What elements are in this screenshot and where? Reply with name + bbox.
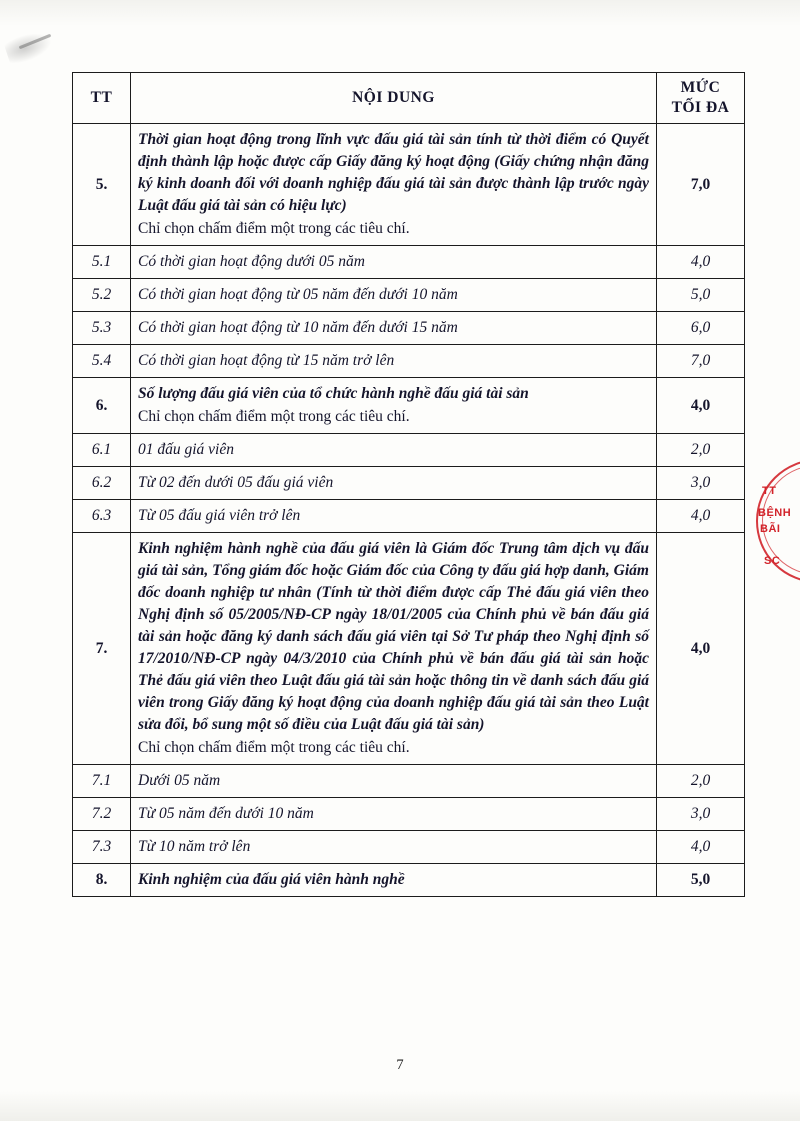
row-tt: 5.2	[73, 279, 131, 312]
row-max: 2,0	[657, 434, 745, 467]
row-max: 7,0	[657, 345, 745, 378]
table-row	[73, 434, 745, 467]
row-tt: 5.	[73, 124, 131, 246]
row-content: Từ 05 năm đến dưới 10 năm	[131, 798, 657, 831]
row-content: Có thời gian hoạt động dưới 05 năm	[131, 246, 657, 279]
row-tt: 6.1	[73, 434, 131, 467]
row-content	[131, 533, 657, 765]
row-max: 4,0	[657, 500, 745, 533]
row-max: 3,0	[657, 798, 745, 831]
seal-line-1: TT	[762, 485, 777, 497]
row-max: 5,0	[657, 279, 745, 312]
row-max: 6,0	[657, 312, 745, 345]
scoring-criteria-table	[72, 72, 745, 897]
row-lead-text: Số lượng đấu giá viên của tổ chức hành nghề đấu giá tài sản	[138, 385, 529, 403]
table-row	[73, 533, 745, 765]
row-tt: 6.3	[73, 500, 131, 533]
row-content: Có thời gian hoạt động từ 15 năm trở lên	[131, 345, 657, 378]
row-max: 7,0	[657, 124, 745, 246]
header-tt: TT	[73, 73, 131, 124]
row-tt: 6.2	[73, 467, 131, 500]
row-tt: 5.3	[73, 312, 131, 345]
row-content: Có thời gian hoạt động từ 10 năm đến dưới 15 năm	[131, 312, 657, 345]
table-row	[73, 500, 745, 533]
row-content: Từ 05 đấu giá viên trở lên	[131, 500, 657, 533]
header-max-line1: MỨC	[680, 79, 721, 96]
row-tt: 7.1	[73, 765, 131, 798]
scan-edge-bottom	[0, 1091, 800, 1121]
row-tt: 7.	[73, 533, 131, 765]
header-max-line2: TỐI ĐA	[671, 99, 730, 117]
row-max: 4,0	[657, 831, 745, 864]
header-max	[657, 73, 745, 124]
table-header-row	[73, 73, 745, 124]
table-row	[73, 864, 745, 897]
header-content: NỘI DUNG	[131, 73, 657, 124]
row-content: Có thời gian hoạt động từ 05 năm đến dưới 10 năm	[131, 279, 657, 312]
table-row	[73, 124, 745, 246]
table-row	[73, 312, 745, 345]
table-row	[73, 345, 745, 378]
table-row	[73, 798, 745, 831]
row-tt: 7.3	[73, 831, 131, 864]
page-number: 7	[396, 1057, 404, 1073]
row-tt: 7.2	[73, 798, 131, 831]
row-content	[131, 124, 657, 246]
row-note-text: Chỉ chọn chấm điểm một trong các tiêu chí.	[138, 408, 410, 426]
row-content: Dưới 05 năm	[131, 765, 657, 798]
row-tt: 5.1	[73, 246, 131, 279]
row-content: Từ 02 đến dưới 05 đấu giá viên	[131, 467, 657, 500]
row-tt: 6.	[73, 378, 131, 434]
row-max: 4,0	[657, 246, 745, 279]
row-content: Từ 10 năm trở lên	[131, 831, 657, 864]
row-max: 2,0	[657, 765, 745, 798]
row-tt: 5.4	[73, 345, 131, 378]
row-max: 4,0	[657, 378, 745, 434]
row-content: Kinh nghiệm của đấu giá viên hành nghề	[131, 864, 657, 897]
table-row	[73, 765, 745, 798]
seal-line-2: BỆNH	[758, 507, 792, 519]
row-lead-text: Kinh nghiệm hành nghề của đấu giá viên là Giám đốc Trung tâm dịch vụ đấu giá tài sản, Tổng giám đốc hoặc Giám đốc của Công ty đấu giá hợp danh, Giám đốc doanh nghiệp tư nhân (Tính từ thời điểm được cấp Thẻ đấu giá viên theo Nghị định số 05/2005/NĐ-CP ngày 18/01/2005 của Chính phủ về bán đấu giá tài sản hoặc đăng ký danh sách đấu giá viên tại Sở Tư pháp theo Nghị định số 17/2010/NĐ-CP ngày 04/3/2010 của Chính phủ về bán đấu giá tài sản hoặc Thẻ đấu giá viên theo Luật đấu giá tài sản hoặc thông tin về danh sách đấu giá viên trong Giấy đăng ký hoạt động của doanh nghiệp đấu giá tài sản theo Luật sửa đổi, bổ sung một số điều của Luật đấu giá tài sản)	[138, 540, 649, 734]
table-row	[73, 467, 745, 500]
seal-line-4: SC	[764, 555, 781, 567]
table-row	[73, 246, 745, 279]
row-max: 3,0	[657, 467, 745, 500]
table-row	[73, 378, 745, 434]
row-max: 5,0	[657, 864, 745, 897]
table-row	[73, 831, 745, 864]
seal-line-3: BÃI	[760, 523, 781, 535]
row-lead-text: Thời gian hoạt động trong lĩnh vực đấu giá tài sản tính từ thời điểm có Quyết định thành lập hoặc được cấp Giấy đăng ký hoạt động (Giấy chứng nhận đăng ký kinh doanh đối với doanh nghiệp đấu giá tài sản được thành lập trước ngày Luật đấu giá tài sản có hiệu lực)	[138, 131, 649, 215]
official-seal-stamp	[748, 455, 800, 585]
row-tt: 8.	[73, 864, 131, 897]
scan-edge-top	[0, 0, 800, 26]
table-row	[73, 279, 745, 312]
row-note-text: Chỉ chọn chấm điểm một trong các tiêu chí.	[138, 220, 410, 238]
row-content	[131, 378, 657, 434]
row-max: 4,0	[657, 533, 745, 765]
document-body	[72, 72, 744, 897]
row-content: 01 đấu giá viên	[131, 434, 657, 467]
row-note-text: Chỉ chọn chấm điểm một trong các tiêu chí.	[138, 739, 410, 757]
